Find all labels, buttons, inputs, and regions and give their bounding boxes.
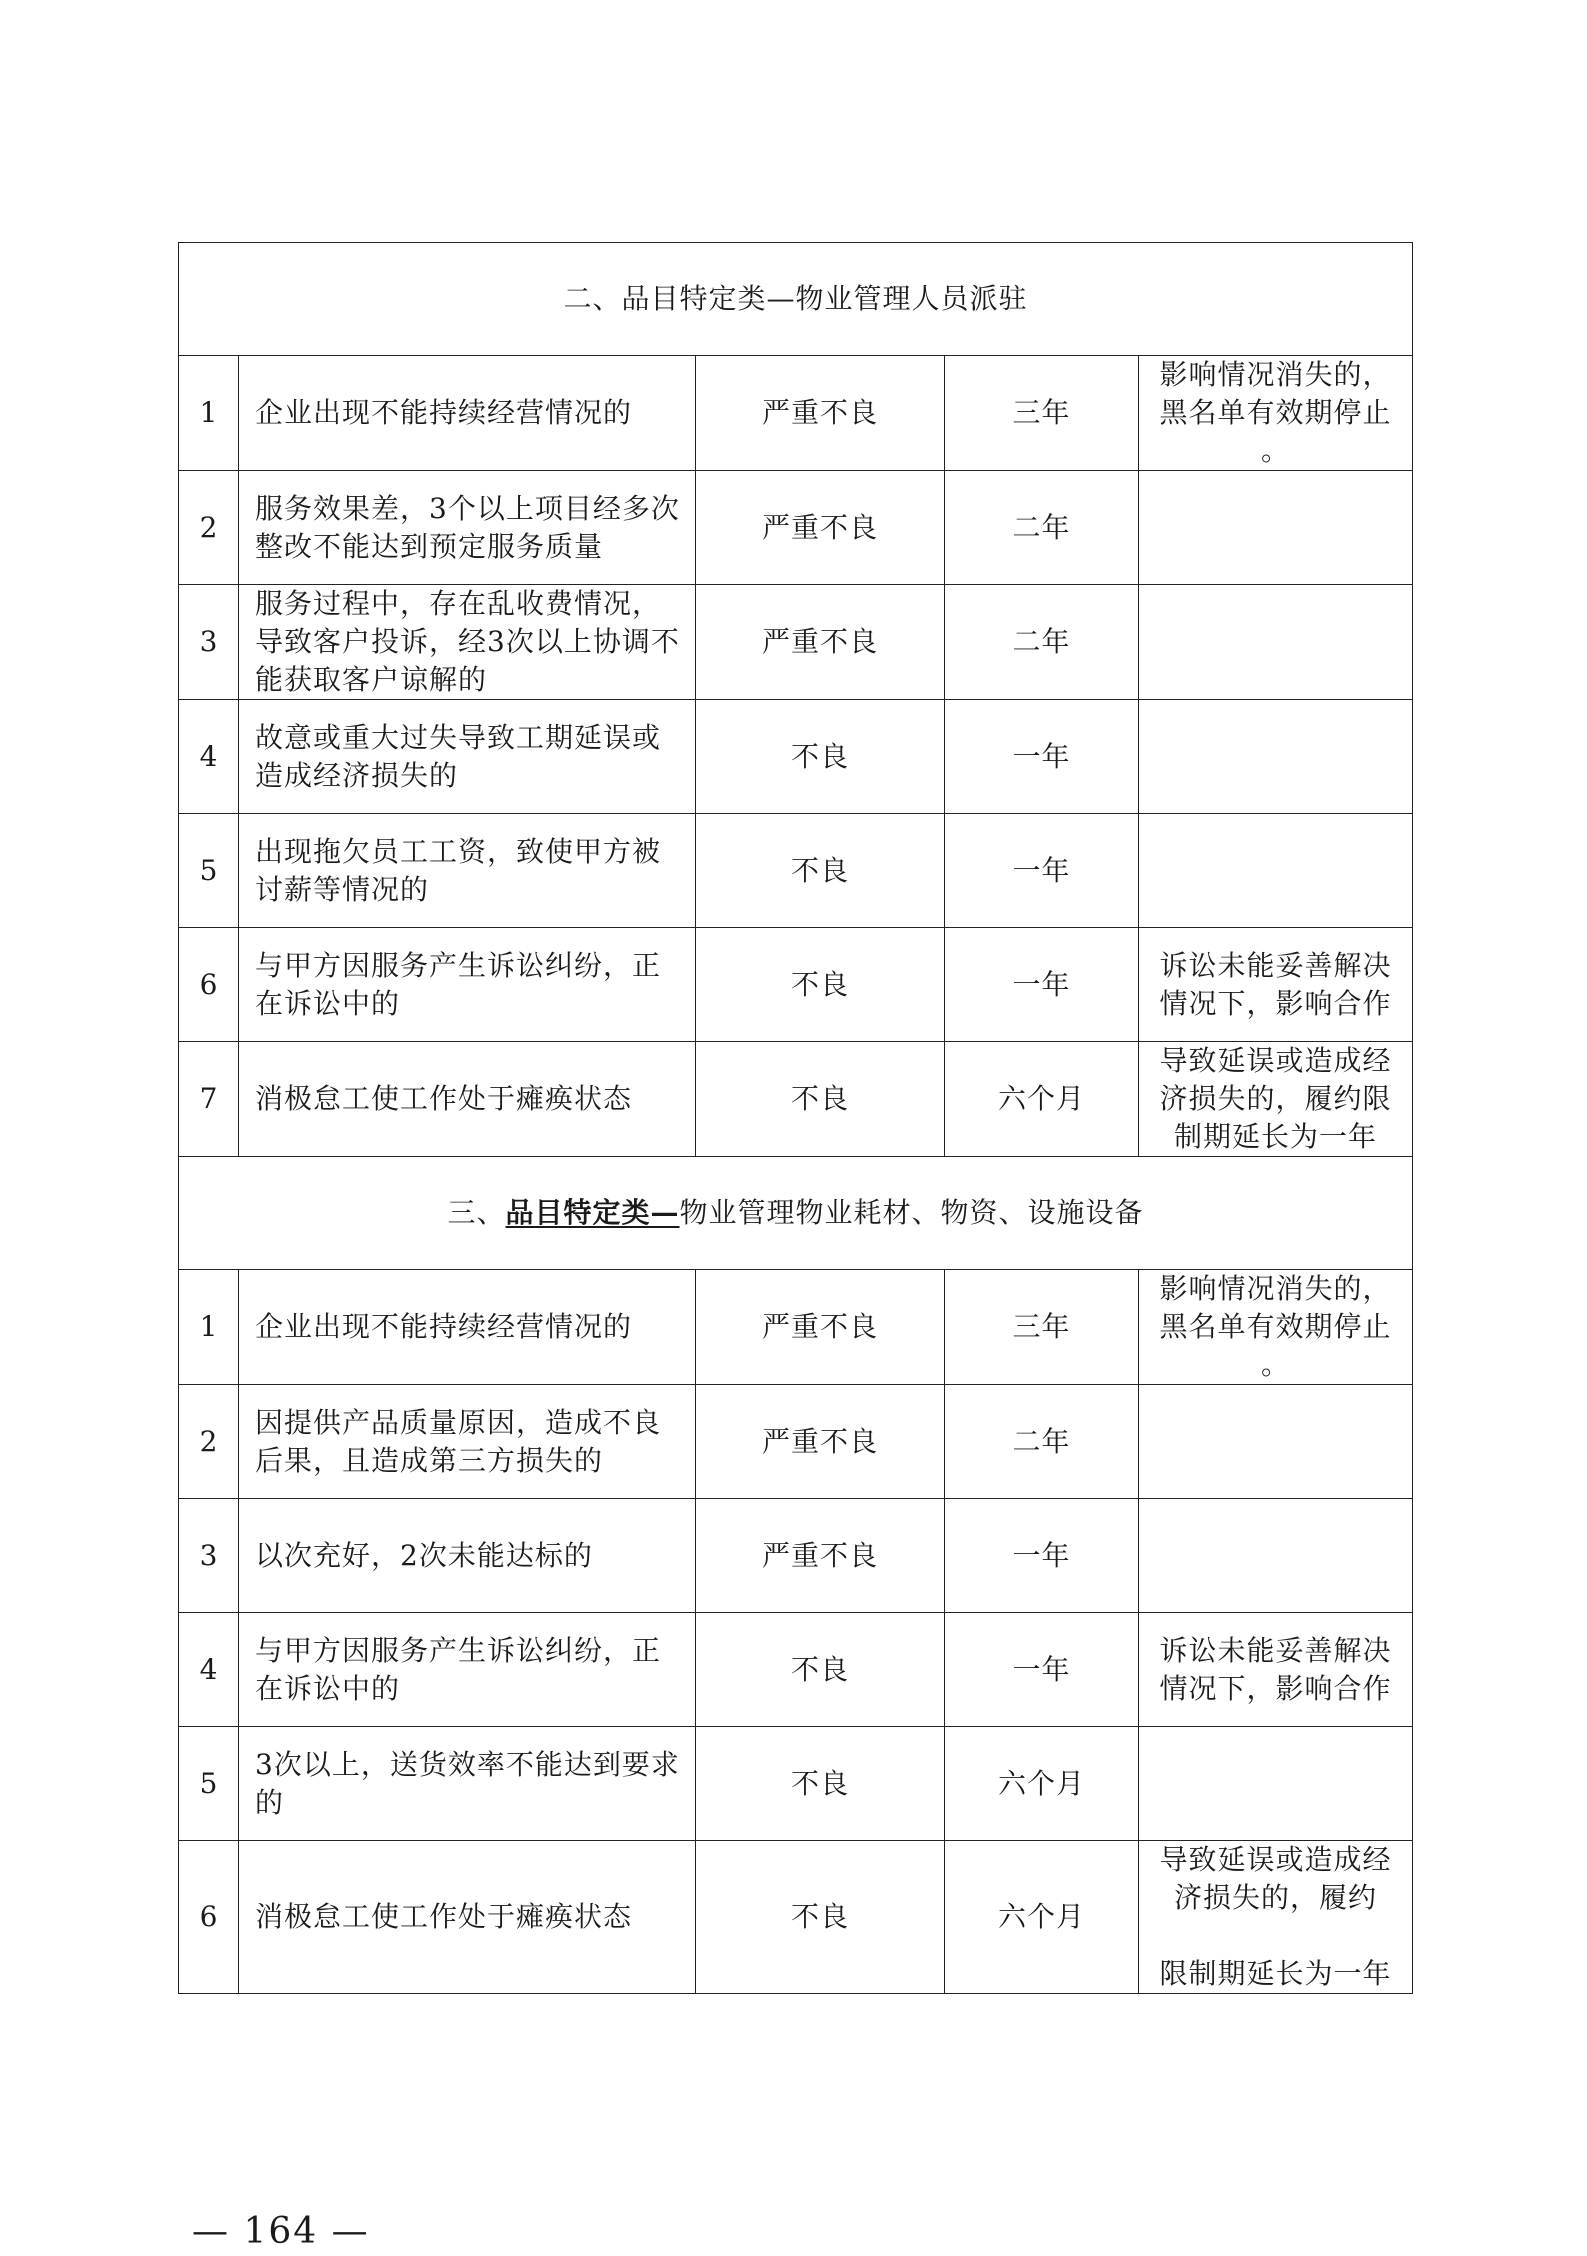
note-line: 。 xyxy=(1261,434,1291,467)
table-row xyxy=(179,471,1413,585)
blacklist-table xyxy=(178,242,1413,1994)
note-line: 限制期延长为一年 xyxy=(1159,1957,1392,1990)
row-level: 不良 xyxy=(696,928,945,1042)
row-note xyxy=(1139,1385,1413,1499)
row-level: 不良 xyxy=(696,814,945,928)
row-period: 一年 xyxy=(945,1613,1139,1727)
row-note xyxy=(1139,1727,1413,1841)
row-period: 一年 xyxy=(945,814,1139,928)
row-note xyxy=(1139,928,1413,1042)
table-row xyxy=(179,700,1413,814)
row-period: 六个月 xyxy=(945,1841,1139,1994)
section-title xyxy=(179,243,1413,356)
row-index: 3 xyxy=(179,585,239,700)
row-description: 消极怠工使工作处于瘫痪状态 xyxy=(239,1841,696,1994)
row-level: 严重不良 xyxy=(696,471,945,585)
row-index: 1 xyxy=(179,1270,239,1385)
row-description: 服务效果差，3个以上项目经多次整改不能达到预定服务质量 xyxy=(239,471,696,585)
note-line: 制期延长为一年 xyxy=(1174,1120,1378,1153)
row-period: 二年 xyxy=(945,471,1139,585)
row-period: 三年 xyxy=(945,356,1139,471)
row-note xyxy=(1139,1042,1413,1157)
section-header-row xyxy=(179,1157,1413,1270)
row-description: 因提供产品质量原因，造成不良后果，且造成第三方损失的 xyxy=(239,1385,696,1499)
table-row xyxy=(179,814,1413,928)
row-description: 出现拖欠员工工资，致使甲方被讨薪等情况的 xyxy=(239,814,696,928)
row-period: 二年 xyxy=(945,1385,1139,1499)
note-line: 导致延误或造成经 xyxy=(1159,1843,1392,1876)
table-row xyxy=(179,1613,1413,1727)
note-line: 黑名单有效期停止 xyxy=(1159,396,1392,429)
note-line: 诉讼未能妥善解决 xyxy=(1159,1633,1392,1667)
row-period: 六个月 xyxy=(945,1727,1139,1841)
row-level: 不良 xyxy=(696,1613,945,1727)
section-title-bold: 品目特定类— xyxy=(505,1196,680,1229)
note-line: 影响情况消失的， xyxy=(1159,358,1392,391)
table-row xyxy=(179,1042,1413,1157)
row-level: 严重不良 xyxy=(696,1270,945,1385)
row-description: 3次以上，送货效率不能达到要求的 xyxy=(239,1727,696,1841)
row-index: 7 xyxy=(179,1042,239,1157)
row-description: 以次充好，2次未能达标的 xyxy=(239,1499,696,1613)
row-level: 不良 xyxy=(696,1841,945,1994)
row-index: 3 xyxy=(179,1499,239,1613)
row-level: 不良 xyxy=(696,1042,945,1157)
note-line: 济损失的，履约限 xyxy=(1159,1082,1392,1115)
section-title-pre: 二、品目特定类—物业管理人员派驻 xyxy=(563,282,1028,315)
row-index: 4 xyxy=(179,1613,239,1727)
section-header-row xyxy=(179,243,1413,356)
section-title xyxy=(179,1157,1413,1270)
row-level: 不良 xyxy=(696,700,945,814)
row-description: 服务过程中，存在乱收费情况，导致客户投诉，经3次以上协调不能获取客户谅解的 xyxy=(239,585,696,700)
note-line: 济损失的，履约 xyxy=(1174,1881,1378,1914)
row-index: 6 xyxy=(179,928,239,1042)
table-body xyxy=(179,243,1413,1994)
table-row xyxy=(179,356,1413,471)
row-level: 严重不良 xyxy=(696,585,945,700)
section-title-post: 物业管理物业耗材、物资、设施设备 xyxy=(679,1196,1144,1229)
row-index: 5 xyxy=(179,1727,239,1841)
row-description: 消极怠工使工作处于瘫痪状态 xyxy=(239,1042,696,1157)
table-row xyxy=(179,1727,1413,1841)
row-period: 六个月 xyxy=(945,1042,1139,1157)
row-note xyxy=(1139,1613,1413,1727)
row-note xyxy=(1139,585,1413,700)
note-gap xyxy=(1149,1917,1402,1955)
row-period: 一年 xyxy=(945,700,1139,814)
row-index: 2 xyxy=(179,1385,239,1499)
blacklist-table-container xyxy=(178,242,1412,1994)
table-row xyxy=(179,1499,1413,1613)
row-description: 企业出现不能持续经营情况的 xyxy=(239,1270,696,1385)
row-note xyxy=(1139,356,1413,471)
table-row xyxy=(179,1841,1413,1994)
row-index: 2 xyxy=(179,471,239,585)
row-note xyxy=(1139,1270,1413,1385)
row-period: 一年 xyxy=(945,928,1139,1042)
row-note xyxy=(1139,700,1413,814)
row-level: 不良 xyxy=(696,1727,945,1841)
row-level: 严重不良 xyxy=(696,1385,945,1499)
note-line: 黑名单有效期停止 xyxy=(1159,1310,1392,1343)
row-index: 1 xyxy=(179,356,239,471)
row-period: 一年 xyxy=(945,1499,1139,1613)
row-description: 与甲方因服务产生诉讼纠纷，正在诉讼中的 xyxy=(239,1613,696,1727)
note-line: 情况下，影响合作 xyxy=(1159,986,1392,1020)
note-line: 诉讼未能妥善解决 xyxy=(1159,948,1392,982)
row-period: 二年 xyxy=(945,585,1139,700)
row-level: 严重不良 xyxy=(696,356,945,471)
row-note xyxy=(1139,814,1413,928)
row-level: 严重不良 xyxy=(696,1499,945,1613)
row-index: 6 xyxy=(179,1841,239,1994)
row-period: 三年 xyxy=(945,1270,1139,1385)
row-index: 5 xyxy=(179,814,239,928)
row-index: 4 xyxy=(179,700,239,814)
table-row xyxy=(179,928,1413,1042)
table-row xyxy=(179,1270,1413,1385)
table-row xyxy=(179,585,1413,700)
table-row xyxy=(179,1385,1413,1499)
section-title-pre: 三、 xyxy=(447,1196,506,1229)
row-note xyxy=(1139,1841,1413,1994)
note-line: 。 xyxy=(1261,1348,1291,1381)
page-number: — 164 — xyxy=(192,2211,370,2252)
row-description: 与甲方因服务产生诉讼纠纷，正在诉讼中的 xyxy=(239,928,696,1042)
row-description: 故意或重大过失导致工期延误或造成经济损失的 xyxy=(239,700,696,814)
row-description: 企业出现不能持续经营情况的 xyxy=(239,356,696,471)
row-note xyxy=(1139,1499,1413,1613)
note-line: 影响情况消失的， xyxy=(1159,1272,1392,1305)
note-line: 情况下，影响合作 xyxy=(1159,1671,1392,1705)
note-line: 导致延误或造成经 xyxy=(1159,1044,1392,1077)
row-note xyxy=(1139,471,1413,585)
